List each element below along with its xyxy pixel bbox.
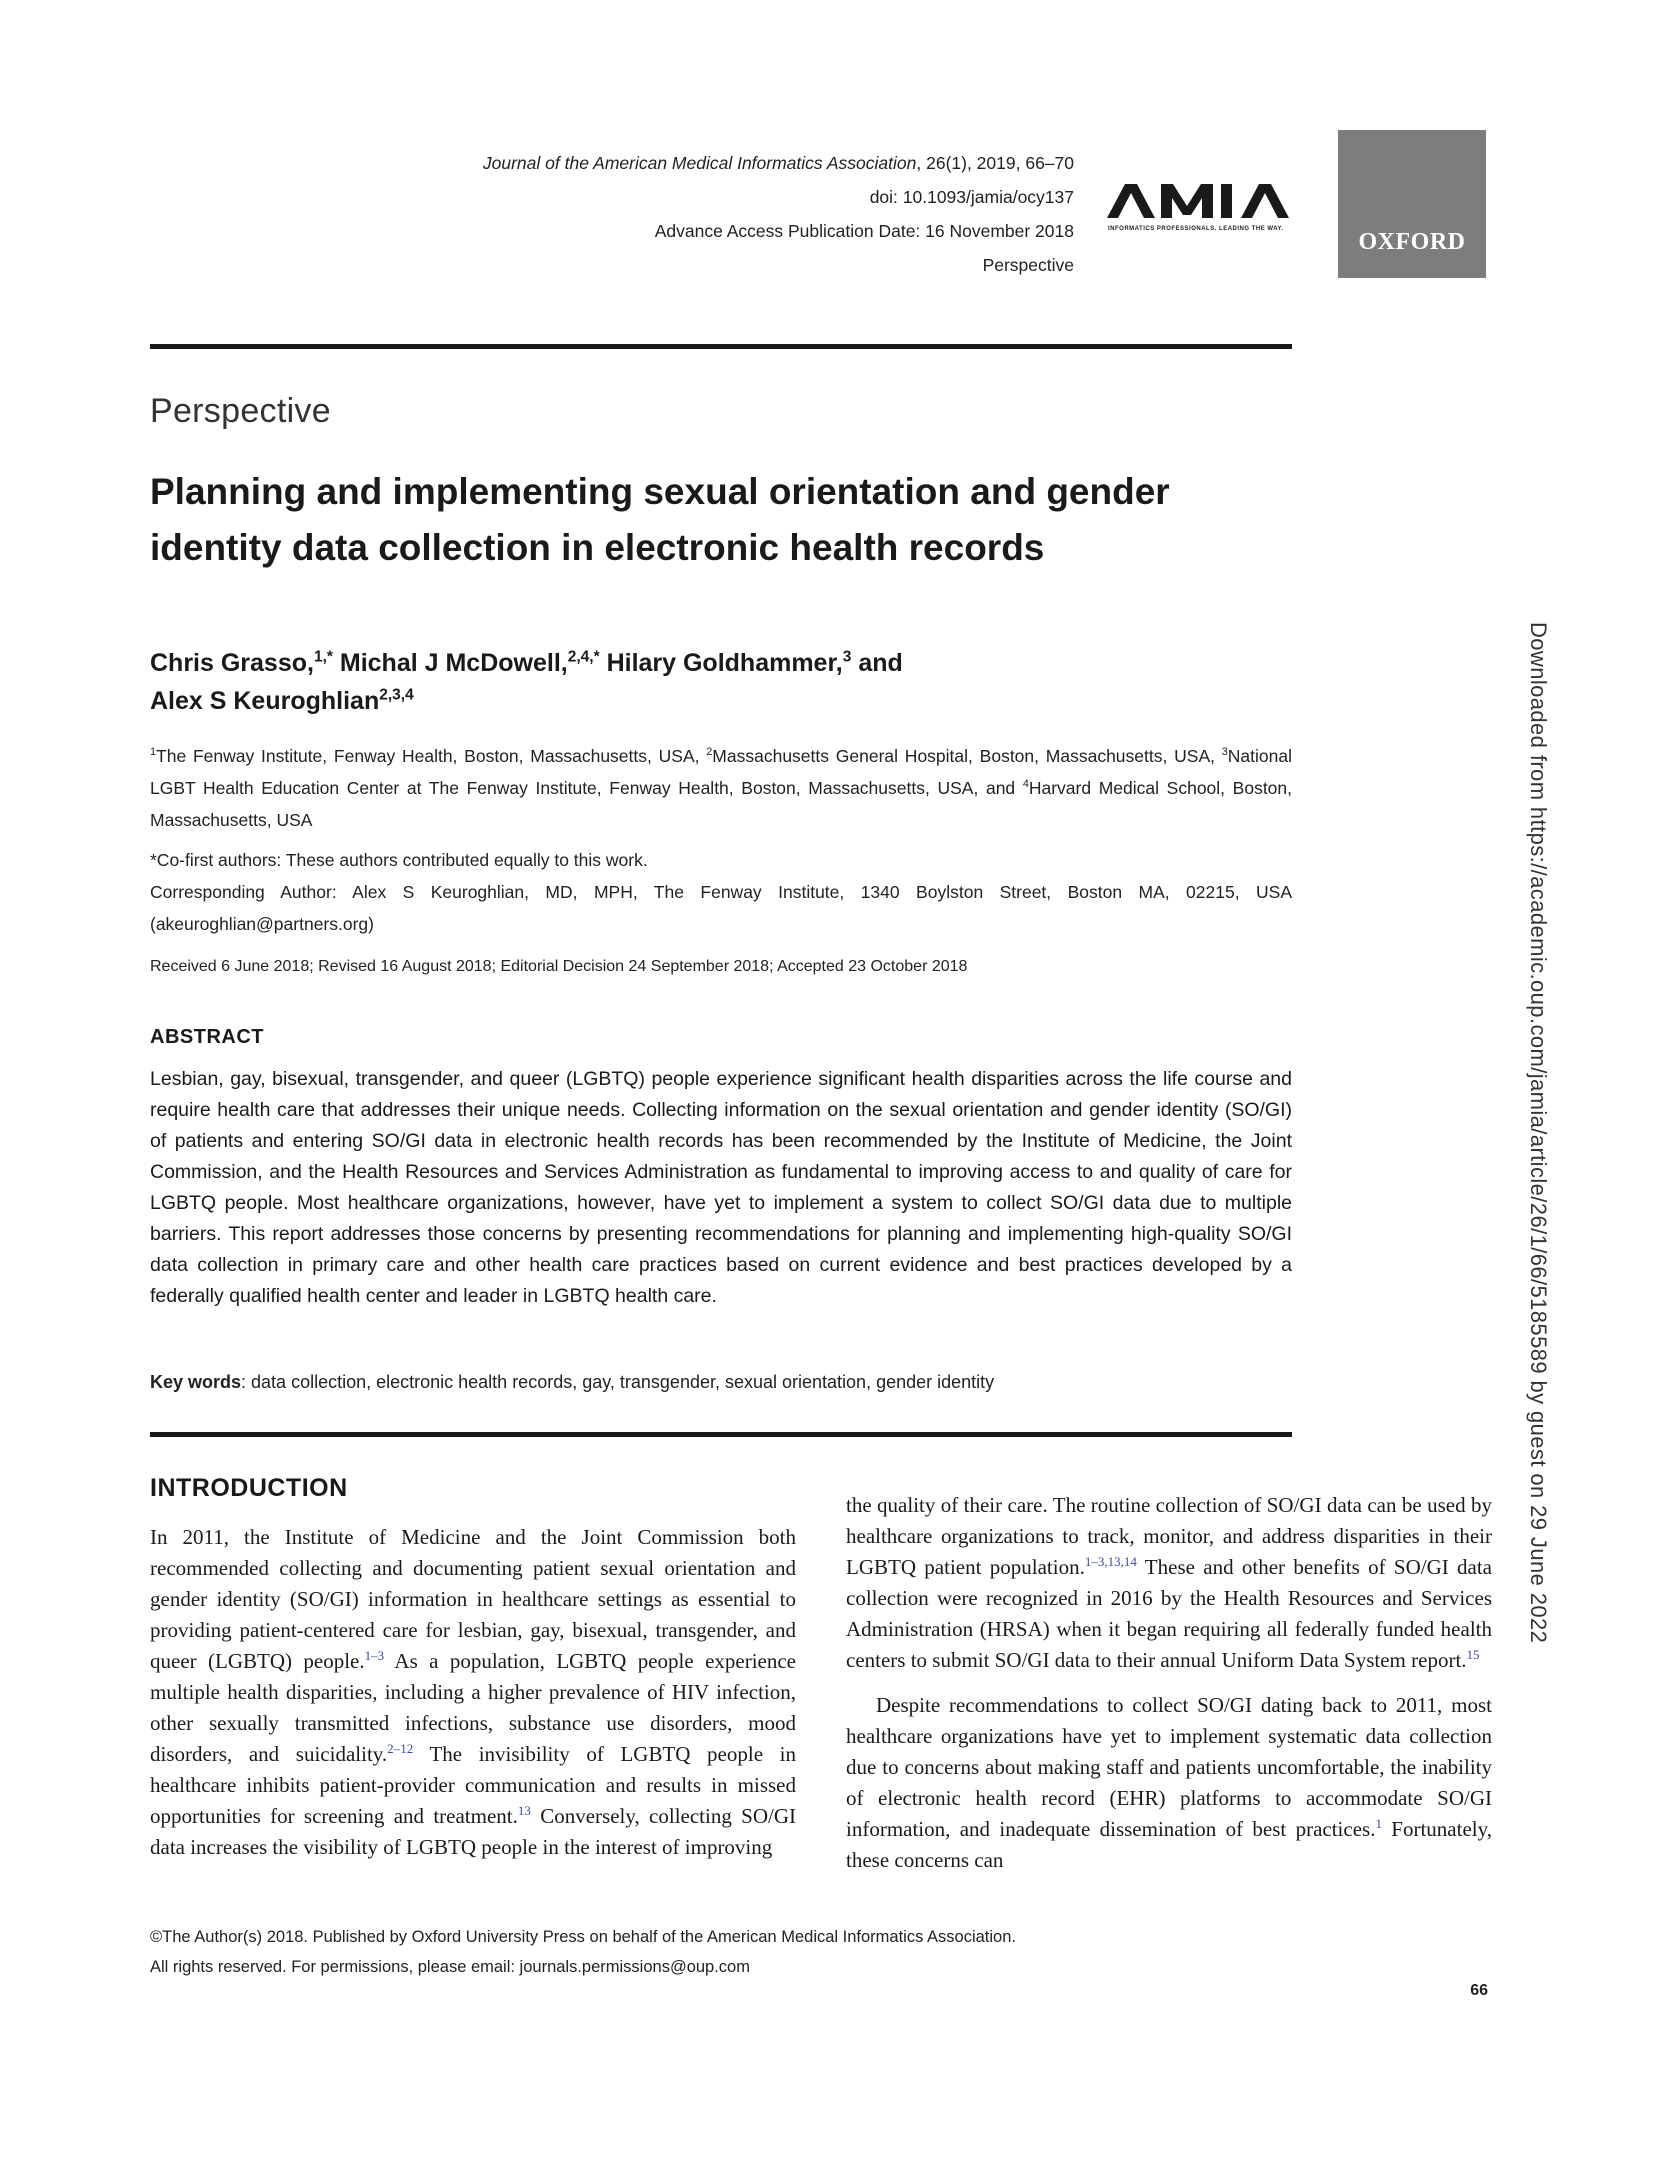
- permissions-notice[interactable]: All rights reserved. For permissions, please email: journals.permissions@oup.com: [150, 1958, 750, 1976]
- journal-volume: , 26(1), 2019, 66–70: [916, 153, 1074, 173]
- author-name[interactable]: Chris Grasso,: [150, 649, 314, 677]
- keywords: [150, 1372, 994, 1393]
- section-label: Perspective: [150, 392, 331, 430]
- author-name[interactable]: Michal J McDowell,: [339, 649, 568, 677]
- keywords-label: Key words: [150, 1372, 242, 1392]
- intro-paragraph-1-part-1: [150, 1522, 796, 1863]
- affiliation-text: Harvard Medical School, Boston, Massachusetts, USA: [150, 778, 1293, 830]
- author-affiliation-marker: 1,*: [313, 648, 333, 666]
- article-type: Perspective: [982, 255, 1074, 275]
- access-date: Advance Access Publication Date: 16 November 2018: [654, 221, 1074, 241]
- body-text: Conversely, collecting SO/GI data increases the visibility of LGBTQ people in the interest of improving: [150, 1804, 796, 1859]
- oxford-logo: [1338, 130, 1486, 278]
- author-conjunction: and: [858, 649, 903, 677]
- body-text: Fortunately, these concerns can: [846, 1817, 1492, 1872]
- affiliation-marker: 3: [1221, 746, 1228, 759]
- author-affiliation-marker: 2,3,4: [379, 686, 414, 704]
- doi[interactable]: doi: 10.1093/jamia/ocy137: [869, 187, 1074, 207]
- amia-logo: [1105, 178, 1310, 258]
- introduction-heading: INTRODUCTION: [150, 1474, 348, 1502]
- citation-link[interactable]: 1–3,13,14: [1084, 1554, 1137, 1569]
- article-title: Planning and implementing sexual orientation and gender identity data collection in electronic health records: [150, 471, 1170, 568]
- author-name[interactable]: Alex S Keuroghlian: [150, 687, 380, 715]
- journal-name: Journal of the American Medical Informatics Association: [482, 153, 917, 173]
- copyright-notice: ©The Author(s) 2018. Published by Oxford University Press on behalf of the American Medical Informatics Association.: [150, 1928, 1016, 1946]
- affiliations: [150, 740, 1292, 836]
- intro-paragraph-1-part-2: [846, 1490, 1492, 1676]
- affiliation-marker: 2: [706, 746, 713, 759]
- body-column-right: [846, 1490, 1492, 1876]
- amia-tagline: INFORMATICS PROFESSIONALS. LEADING THE WAY.: [1108, 226, 1284, 232]
- citation-link[interactable]: 1–3: [364, 1648, 385, 1663]
- received-dates: Received 6 June 2018; Revised 16 August 2018; Editorial Decision 24 September 2018; Accepted 23 October 2018: [150, 958, 968, 975]
- affiliation-marker: 1: [150, 746, 157, 759]
- body-text: Despite recommendations to collect SO/GI dating back to 2011, most healthcare organizations have yet to implement systematic data collection due to concerns about making staff and patients uncomfortable, the inability of electronic health record (EHR) platforms to accommodate SO/GI information, and inadequate dissemination of best practices.: [846, 1693, 1492, 1841]
- citation-link[interactable]: 2–12: [387, 1741, 414, 1756]
- citation-link[interactable]: 13: [517, 1803, 531, 1818]
- body-text: In 2011, the Institute of Medicine and the Joint Commission both recommended collecting and documenting patient sexual orientation and gender identity (SO/GI) information in healthcare settings as essential to providing patient-centered care for lesbian, gay, bisexual, transgender, and queer (LGBTQ) people.: [150, 1525, 796, 1673]
- citation-link[interactable]: 1: [1375, 1816, 1382, 1831]
- intro-paragraph-2: [846, 1690, 1492, 1876]
- top-rule: [150, 344, 1292, 349]
- body-text: These and other benefits of SO/GI data collection were recognized in 2016 by the Health Resources and Services Administration (HRSA) when it began requiring all federally funded health centers to submit SO/GI data to their annual Uniform Data System report.: [846, 1555, 1493, 1672]
- body-text: the quality of their care. The routine collection of SO/GI data can be used by healthcare organizations to track, monitor, and address disparities in their LGBTQ patient population.: [846, 1493, 1492, 1579]
- author-name[interactable]: Hilary Goldhammer,: [606, 649, 843, 677]
- keywords-list: : data collection, electronic health records, gay, transgender, sexual orientation, gender identity: [241, 1372, 995, 1392]
- author-affiliation-marker: 3: [842, 648, 852, 666]
- page-number: 66: [1470, 1982, 1488, 1999]
- body-text: As a population, LGBTQ people experience multiple health disparities, including a higher prevalence of HIV infection, other sexually transmitted infections, substance use disorders, mood disorders, and suicidality.: [150, 1649, 797, 1766]
- author-affiliation-marker: 2,4,*: [567, 648, 600, 666]
- cofirst-note: *Co-first authors: These authors contributed equally to this work.: [150, 850, 648, 870]
- author-list: [150, 644, 1250, 720]
- body-text: The invisibility of LGBTQ people in healthcare inhibits patient-provider communication and results in missed opportunities for screening and treatment.: [150, 1742, 796, 1828]
- affiliation-text: Massachusetts General Hospital, Boston, Massachusetts, USA,: [712, 746, 1222, 766]
- download-watermark: Downloaded from https://academic.oup.com/jamia/article/26/1/66/5185589 by guest on 29 June 2022: [1526, 622, 1551, 1644]
- abstract-heading: ABSTRACT: [150, 1026, 264, 1048]
- affiliation-text: National LGBT Health Education Center at The Fenway Institute, Fenway Health, Boston, Massachusetts, USA, and: [150, 746, 1292, 798]
- citation-link[interactable]: 15: [1466, 1647, 1480, 1662]
- journal-citation: [483, 146, 1074, 180]
- oxford-logo-text: OXFORD: [1358, 229, 1466, 255]
- body-column-left: [150, 1522, 796, 1863]
- abstract-rule: [150, 1432, 1292, 1437]
- affiliation-text: The Fenway Institute, Fenway Health, Boston, Massachusetts, USA,: [156, 746, 707, 766]
- abstract-text: Lesbian, gay, bisexual, transgender, and queer (LGBTQ) people experience significant health disparities across the life course and require health care that addresses their unique needs. Collecting information on the sexual orientation and gender identity (SO/GI) of patients and entering SO/GI data in electronic health records has been recommended by the Institute of Medicine, the Joint Commission, and the Health Resources and Services Administration as fundamental to improving access to and quality of care for LGBTQ people. Most healthcare organizations, however, have yet to implement a system to collect SO/GI data due to multiple barriers. This report addresses those concerns by presenting recommendations for planning and implementing high-quality SO/GI data collection in primary care and other health care practices based on current evidence and best practices developed by a federally qualified health center and leader in LGBTQ health care.: [150, 1068, 1292, 1307]
- affiliation-marker: 4: [1022, 778, 1029, 791]
- corresponding-author: Corresponding Author: Alex S Keuroghlian, MD, MPH, The Fenway Institute, 1340 Boylston Street, Boston MA, 02215, USA (akeuroghlian@partners.org): [150, 882, 1292, 934]
